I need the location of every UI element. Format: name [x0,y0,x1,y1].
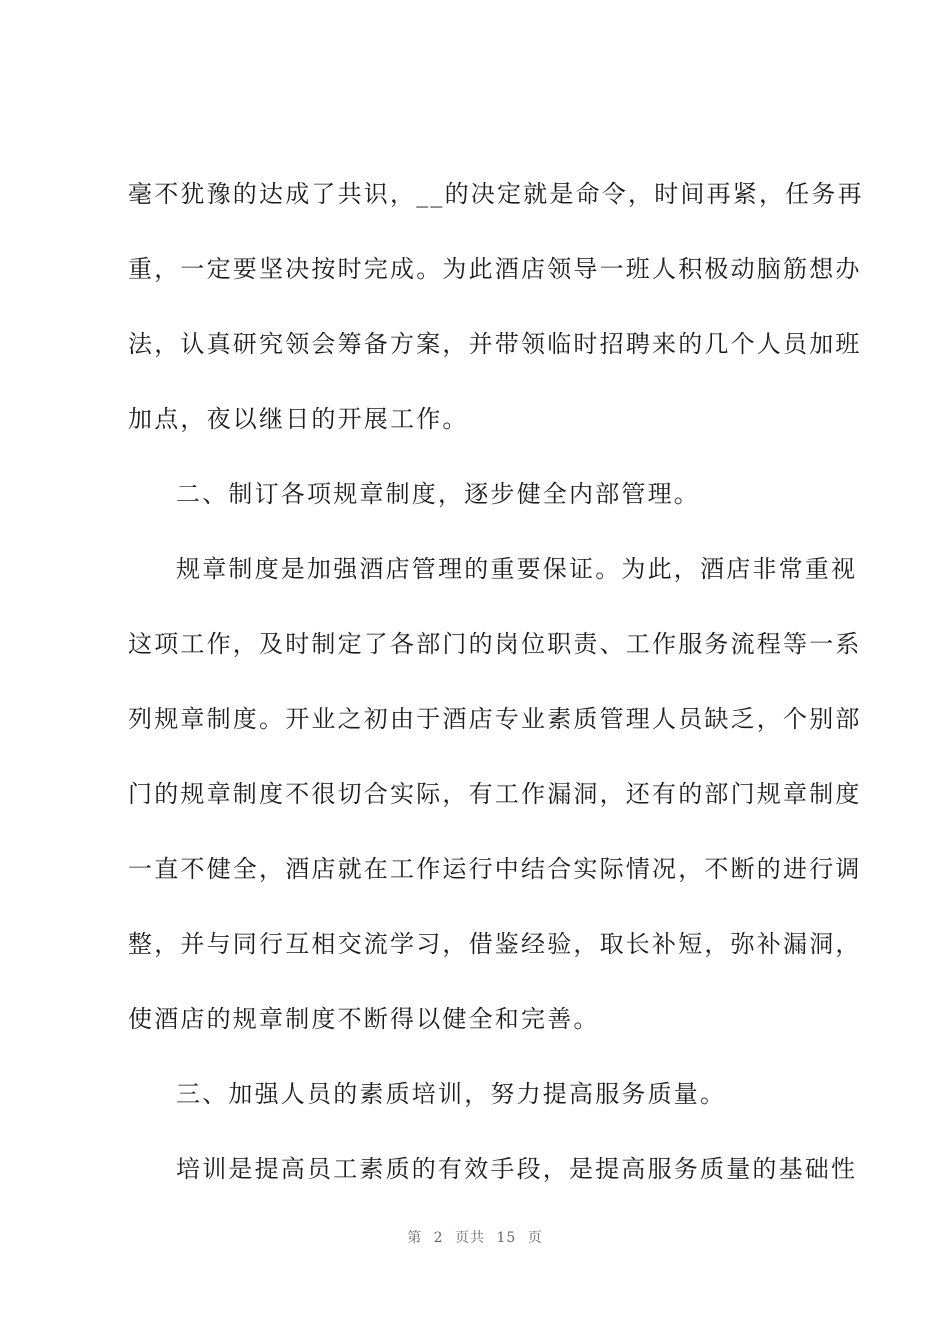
text-line: 门的规章制度不很切合实际，有工作漏洞，还有的部门规章制度 [128,780,862,808]
text-line: 这项工作，及时制定了各部门的岗位职责、工作服务流程等一系 [128,630,862,658]
text-line: 列规章制度。开业之初由于酒店专业素质管理人员缺乏，个别部 [128,705,862,733]
text-line: 法，认真研究领会筹备方案，并带领临时招聘来的几个人员加班 [128,330,862,358]
text-line: 加点，夜以继日的开展工作。 [128,405,469,433]
text-line: 规章制度是加强酒店管理的重要保证。为此，酒店非常重视 [176,555,858,583]
text-line: 整，并与同行互相交流学习，借鉴经验，取长补短，弥补漏洞， [128,930,862,958]
section-heading: 二、制订各项规章制度，逐步健全内部管理。 [176,480,700,508]
section-heading: 三、加强人员的素质培训，努力提高服务质量。 [176,1080,727,1108]
text-line: 毫不犹豫的达成了共识，__的决定就是命令，时间再紧，任务再 [128,180,864,208]
page-number-footer: 第 2 页共 15 页 [407,1230,543,1246]
text-line: 重，一定要坚决按时完成。为此酒店领导一班人积极动脑筋想办 [128,255,862,283]
text-line: 培训是提高员工素质的有效手段，是提高服务质量的基础性 [176,1155,858,1183]
text-line: 一直不健全，酒店就在工作运行中结合实际情况，不断的进行调 [128,855,862,883]
text-line: 使酒店的规章制度不断得以健全和完善。 [128,1005,600,1033]
